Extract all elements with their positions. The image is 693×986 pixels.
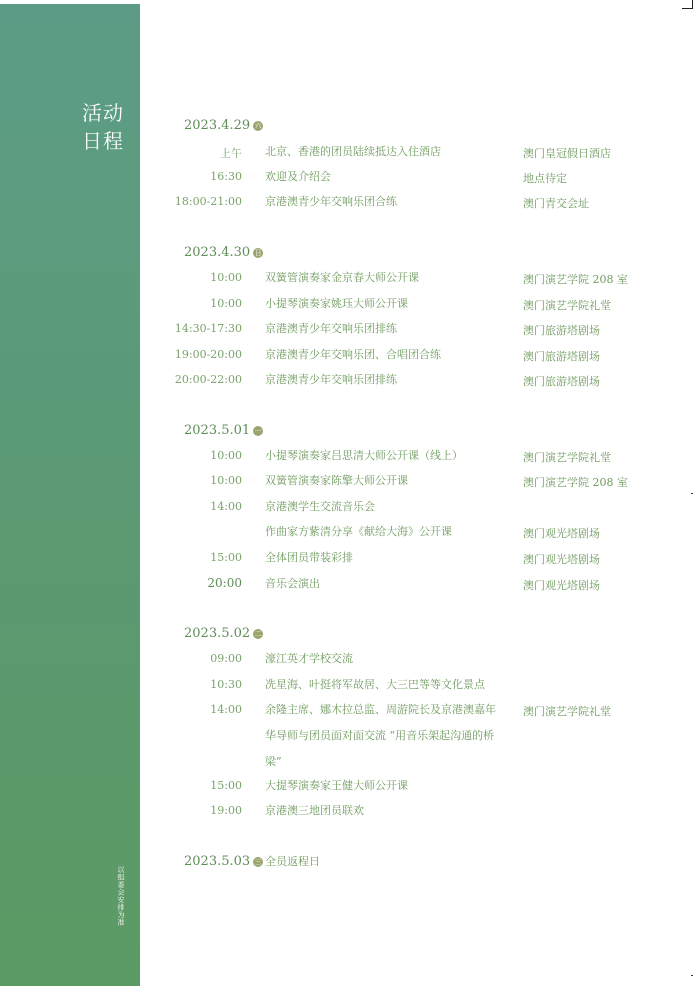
- venue-cell: 澳门演艺学院礼堂: [523, 705, 611, 718]
- time-cell: 10:30: [210, 678, 242, 691]
- venue-cell: 澳门演艺学院 208 室: [523, 476, 628, 489]
- date-label: 2023.4.29: [184, 118, 251, 133]
- event-cell: 京港澳青少年交响乐团、合唱团合练: [265, 348, 441, 361]
- event-cell: 冼星海、叶挺将军故居、大三巴等等文化景点: [265, 678, 485, 691]
- time-cell: 16:30: [210, 170, 242, 183]
- time-cell: 09:00: [210, 652, 242, 665]
- event-cell: 京港澳青少年交响乐团排练: [265, 373, 397, 386]
- time-cell: 上午: [220, 147, 242, 160]
- event-cell: 余隆主席、娜木拉总监、周游院长及京港澳嘉年华导师与团员面对面交流 “用音乐架起沟通的桥梁”: [265, 703, 496, 768]
- venue-cell: 地点待定: [523, 172, 567, 185]
- venue-cell: 澳门演艺学院礼堂: [523, 451, 611, 464]
- event-cell: 大提琴演奏家王健大师公开课: [265, 779, 408, 792]
- time-cell: 15:00: [210, 779, 242, 792]
- sidebar-title-line2: 日程: [82, 129, 124, 153]
- day-date: [184, 118, 263, 133]
- venue-cell: 澳门旅游塔剧场: [523, 350, 600, 363]
- event-cell: 京港澳学生交流音乐会: [265, 500, 375, 513]
- event-cell: 作曲家方紫清分享《献给大海》公开课: [265, 525, 452, 538]
- time-cell: 20:00: [207, 576, 242, 590]
- day-date: [184, 423, 263, 438]
- time-cell: 10:00: [210, 474, 242, 487]
- event-cell: 濠江英才学校交流: [265, 652, 353, 665]
- day-date: [184, 854, 263, 869]
- event-cell: 欢迎及介绍会: [265, 170, 331, 183]
- weekday-badge: 六: [254, 121, 262, 130]
- time-cell: 18:00-21:00: [174, 195, 242, 208]
- event-cell: 小提琴演奏家吕思清大师公开课（线上）: [265, 449, 463, 462]
- sidebar-title: [82, 99, 124, 155]
- event-cell: 音乐会演出: [265, 577, 320, 590]
- date-label: 2023.5.03: [184, 854, 251, 869]
- event-cell: 全体团员带装彩排: [265, 551, 353, 564]
- venue-cell: 澳门观光塔剧场: [523, 527, 600, 540]
- date-label: 2023.5.02: [184, 626, 251, 641]
- weekday-badge: 日: [254, 248, 262, 257]
- event-cell: 京港澳青少年交响乐团排练: [265, 322, 397, 335]
- event-cell: 小提琴演奏家姚珏大师公开课: [265, 297, 408, 310]
- weekday-badge: 一: [254, 426, 262, 435]
- time-cell: 14:00: [210, 703, 242, 716]
- day-date: [184, 245, 263, 260]
- event-cell: 双簧管演奏家金京春大师公开课: [265, 271, 419, 284]
- event-cell: 京港澳青少年交响乐团合练: [265, 195, 397, 208]
- event-cell: 北京、香港的团员陆续抵达入住酒店: [265, 145, 441, 158]
- sidebar: [0, 4, 140, 986]
- venue-cell: 澳门观光塔剧场: [523, 579, 600, 592]
- crop-mark: [682, 0, 693, 9]
- venue-cell: 澳门演艺学院礼堂: [523, 299, 611, 312]
- time-cell: 15:00: [210, 551, 242, 564]
- time-cell: 10:00: [210, 271, 242, 284]
- time-cell: 19:00: [210, 804, 242, 817]
- venue-cell: 澳门演艺学院 208 室: [523, 273, 628, 286]
- venue-cell: 澳门旅游塔剧场: [523, 375, 600, 388]
- event-cell: 全员返程日: [265, 855, 320, 868]
- day-date: [184, 626, 263, 641]
- venue-cell: 澳门皇冠假日酒店: [523, 147, 611, 160]
- time-cell: 14:00: [210, 500, 242, 513]
- event-cell: 双簧管演奏家陈擎大师公开课: [265, 474, 408, 487]
- time-cell: 20:00-22:00: [174, 373, 242, 386]
- time-cell: 10:00: [210, 449, 242, 462]
- venue-cell: 澳门观光塔剧场: [523, 553, 600, 566]
- venue-cell: 澳门旅游塔剧场: [523, 324, 600, 337]
- sidebar-note: 以组委会安排为准: [117, 866, 125, 926]
- sidebar-title-line1: 活动: [82, 101, 124, 125]
- weekday-badge: 二: [254, 629, 262, 638]
- weekday-badge: 三: [254, 857, 262, 866]
- venue-cell: 澳门青交会址: [523, 197, 589, 210]
- date-label: 2023.4.30: [184, 245, 251, 260]
- time-cell: 19:00-20:00: [174, 348, 242, 361]
- time-cell: 10:00: [210, 297, 242, 310]
- event-cell: 京港澳三地团员联欢: [265, 804, 364, 817]
- date-label: 2023.5.01: [184, 423, 251, 438]
- time-cell: 14:30-17:30: [174, 322, 242, 335]
